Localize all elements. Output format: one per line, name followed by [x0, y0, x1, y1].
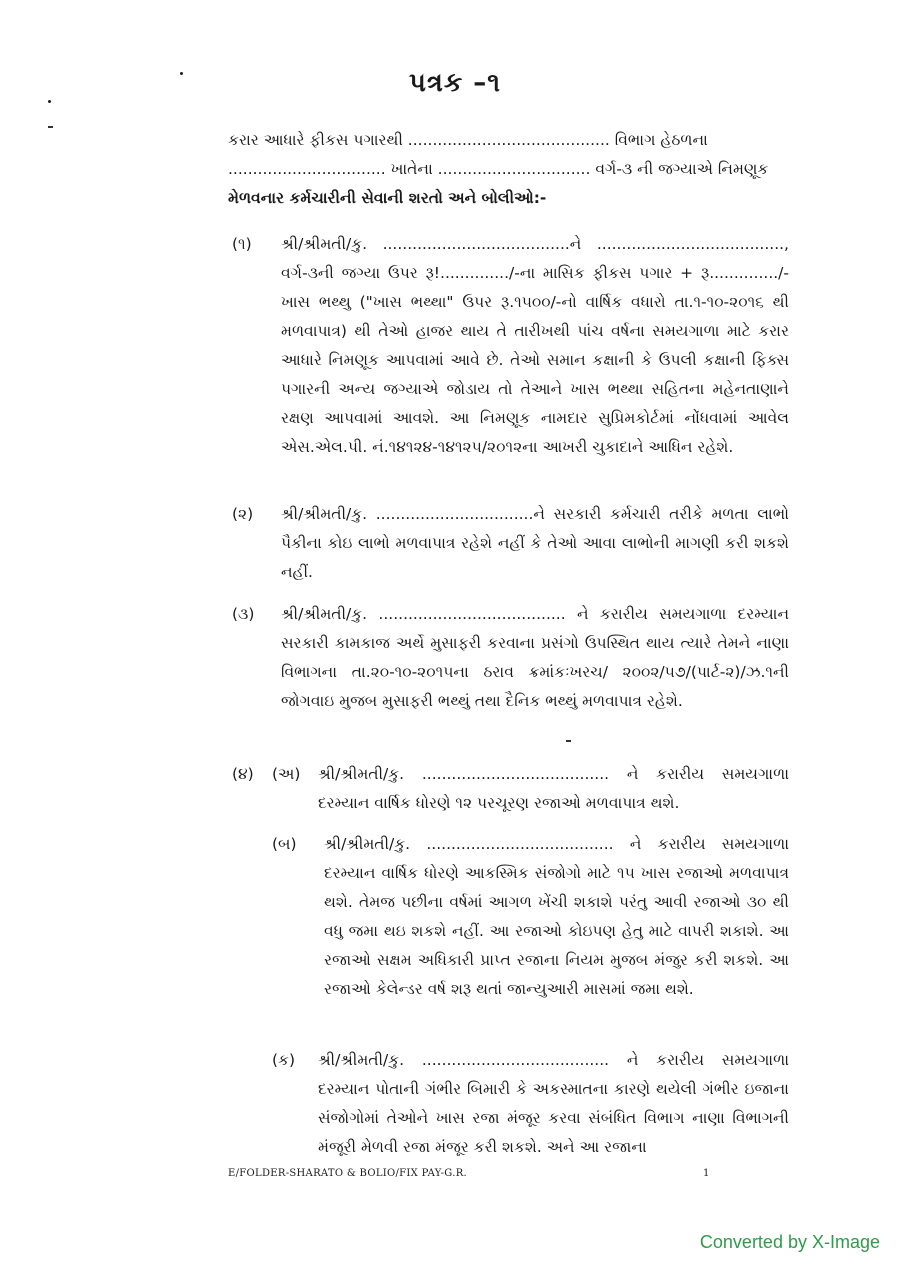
subsection-text — [318, 760, 789, 818]
scan-speck — [48, 100, 51, 103]
subsection-text — [318, 1046, 789, 1162]
scan-speck — [566, 740, 571, 742]
footer-file-path: E/FOLDER-SHARATO & BOLIO/FIX PAY-G.R. — [228, 1168, 467, 1179]
section-1-text: શ્રી/શ્રીમતી/કુ. ......................................ને ......................................, વર્ગ-૩ની જગ્યા ઉપર રૂ!............../-ના માસિક ફીકસ પગાર + રૂ............../- ખાસ ભથ્થુ ("ખાસ ભથ્થા" ઉપર રૂ.૧૫૦૦/-નો વાર્ષિક વધારો તા.૧-૧૦-૨૦૧૬ થી મળવાપાત્ર) થી તેઓ હાજર થાય તે તારીખથી પાંચ વર્ષના સમયગાળા માટે કરાર આધારે નિમણૂક આપવામાં આવે છે. તેઓ સમાન કક્ષાની કે ઉપલી કક્ષાની ફિક્સ પગારની અન્ય જગ્યાએ જોડાય તો તેઆને ખાસ ભથ્થા સહિતના મહેનતાણાને રક્ષણ આપવામાં આવશે. આ નિમણૂક નામદાર સુપ્રિમકોર્ટમાં નોંધવામાં આવેલ એસ.એલ.પી. નં.૧૪૧૨૪-૧૪૧૨૫/૨૦૧૨ના આખરી ચુકાદાને આધિન રહેશે. — [281, 235, 789, 456]
watermark-text: Converted by X-Image — [699, 1232, 880, 1252]
scan-speck — [48, 126, 53, 128]
section-text — [281, 500, 789, 587]
section-text — [281, 600, 789, 716]
section-3-text: શ્રી/શ્રીમતી/કુ. ...................................... ને કરારીય સમયગાળા દરમ્યાન સરકારી કામકાજ અર્થે મુસાફરી કરવાના પ્રસંગો ઉપસ્થિત થાય ત્યારે તેમને નાણા વિભાગના તા.૨૦-૧૦-૨૦૧૫ના ઠરાવ ક્રમાંકઃખરચ/ ૨૦૦૨/૫૭/(પાર્ટ-૨)/ઝ.૧ની જોગવાઇ મુજબ મુસાફરી ભથ્થું તથા દૈનિક ભથ્થું મળવાપાત્ર રહેશે. — [281, 605, 789, 710]
intro-line: ................................ ખાતેના ............................... વર્ગ-૩ ની જગ્યાએ નિમણૂક — [228, 160, 769, 178]
intro-block — [228, 126, 800, 213]
section-2-text: શ્રી/શ્રીમતી/કુ. ................................ને સરકારી કર્મચારી તરીકે મળતા લાભો પૈકીના કોઇ લાભો મળવાપાત્ર રહેશે નહીં કે તેઓ આવા લાભોની માગણી કરી શકશે નહીં. — [281, 505, 789, 581]
section-number: (૪) — [232, 765, 254, 783]
page-number: 1 — [703, 1168, 710, 1179]
section-text — [281, 230, 789, 462]
subsection-letter: (ક) — [272, 1051, 296, 1069]
subsection-text — [324, 830, 789, 1004]
subsection-letter: (અ) — [272, 765, 301, 783]
subsection-a-text: શ્રી/શ્રીમતી/કુ. ...................................... ને કરારીય સમયગાળા દરમ્યાન વાર્ષિક ધોરણે ૧૨ પરચૂરણ રજાઓ મળવાપાત્ર થશે. — [318, 765, 789, 812]
section-number: (૨) — [232, 505, 254, 523]
subsection-b-text: શ્રી/શ્રીમતી/કુ. ...................................... ને કરારીય સમયગાળા દરમ્યાન વાર્ષિક ધોરણે આકસ્મિક સંજોગો માટે ૧૫ ખાસ રજાઓ મળવાપાત્ર થશે. તેમજ પછીના વર્ષમાં આગળ ખેંચી શકાશે પરંતુ આવી રજાઓ ૩૦ થી વધુ જમા થઇ શકશે નહીં. આ રજાઓ કોઇપણ હેતુ માટે વાપરી શકાશે. આ રજાઓ સક્ષમ અધિકારી પ્રાપ્ત રજાના નિયમ મુજબ મંજુર કરી શકશે. આ રજાઓ કેલેન્ડર વર્ષ શરૂ થતાં જાન્યુઆરી માસમાં જમા થશે. — [324, 835, 789, 998]
subsection-letter: (બ) — [272, 835, 297, 853]
document-title: પત્રક –૧ — [408, 68, 501, 98]
section-number: (૧) — [232, 235, 252, 253]
section-number: (૩) — [232, 605, 255, 623]
intro-line: કરાર આધારે ફીકસ પગારથી ......................................... વિભાગ હેઠળના — [228, 131, 708, 149]
intro-line: મેળવનાર કર્મચારીની સેવાની શરતો અને બોલીઓ:- — [228, 189, 547, 207]
subsection-c-text: શ્રી/શ્રીમતી/કુ. ...................................... ને કરારીય સમયગાળા દરમ્યાન પોતાની ગંભીર બિમારી કે અકસ્માતના કારણે થયેલી ગંભીર ઇજાના સંજોગોમાં તેઓને ખાસ રજા મંજૂર કરવા સંબંધિત વિભાગ નાણા વિભાગની મંજૂરી મેળવી રજા મંજૂર કરી શકશે. અને આ રજાના — [318, 1051, 789, 1156]
